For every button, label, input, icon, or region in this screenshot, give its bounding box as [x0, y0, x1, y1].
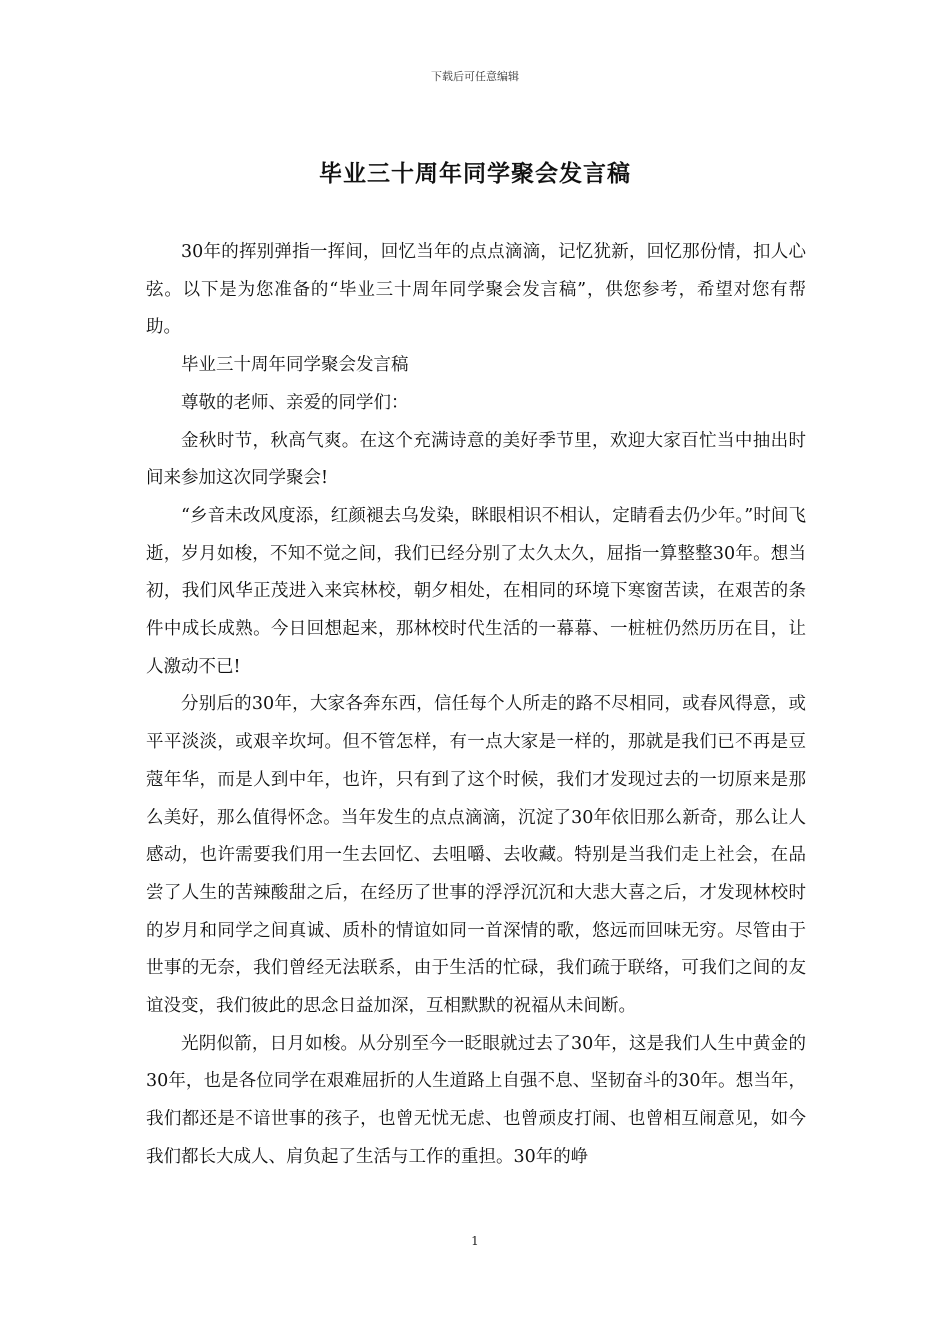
- paragraph-salutation: 尊敬的老师、亲爱的同学们：: [181, 392, 409, 413]
- page-header: 下载后可任意编辑: [431, 70, 519, 83]
- paragraph-welcome: 金秋时节，秋高气爽。在这个充满诗意的美好季节里，欢迎大家百忙当中抽出时间来参加这次同学聚会!: [146, 430, 806, 489]
- paragraph-intro: 30年的挥别弹指一挥间，回忆当年的点点滴滴，记忆犹新，回忆那份情，扣人心弦。以下是为您准备的“毕业三十周年同学聚会发言稿”，供您参考，希望对您有帮助。: [146, 242, 806, 338]
- paragraph-subtitle: 毕业三十周年同学聚会发言稿: [181, 355, 409, 376]
- page-number: 1: [471, 1234, 479, 1248]
- document-body: [146, 234, 806, 1177]
- paragraph-after-parting: 分别后的30年，大家各奔东西，信任每个人所走的路不尽相同，或春风得意，或平平淡淡，或艰辛坎坷。但不管怎样，有一点大家是一样的，那就是我们已不再是豆蔻年华，而是人到中年，也许，只有到了这个时候，我们才发现过去的一切原来是那么美好，那么值得怀念。当年发生的点点滴滴，沉淀了30年依旧那么新奇，那么让人感动，也许需要我们用一生去回忆、去咀嚼、去收藏。特别是当我们走上社会，在品尝了人生的苦辣酸甜之后，在经历了世事的浮浮沉沉和大悲大喜之后，才发现林校时的岁月和同学之间真诚、质朴的情谊如同一首深情的歌，悠远而回味无穷。尽管由于世事的无奈，我们曾经无法联系，由于生活的忙碌，我们疏于联络，可我们之间的友谊没变，我们彼此的思念日益加深，互相默默的祝福从未间断。: [146, 694, 806, 1017]
- paragraph-time-flies: 光阴似箭，日月如梭。从分别至今一眨眼就过去了30年，这是我们人生中黄金的30年，也是各位同学在艰难屈折的人生道路上自强不息、坚韧奋斗的30年。想当年，我们都还是不谙世事的孩子，也曾无忧无虑、也曾顽皮打闹、也曾相互闹意见，如今我们都长大成人、肩负起了生活与工作的重担。30年的峥: [146, 1033, 806, 1167]
- paragraph-poem: “乡音未改风度添，红颜褪去乌发染，眯眼相识不相认，定睛看去仍少年。”时间飞逝，岁月如梭，不知不觉之间，我们已经分别了太久太久，屈指一算整整30年。想当初，我们风华正茂进入来宾林校，朝夕相处，在相同的环境下寒窗苦读，在艰苦的条件中成长成熟。今日回想起来，那林校时代生活的一幕幕、一桩桩仍然历历在目，让人激动不已!: [146, 505, 806, 677]
- document-title: 毕业三十周年同学聚会发言稿: [319, 160, 631, 187]
